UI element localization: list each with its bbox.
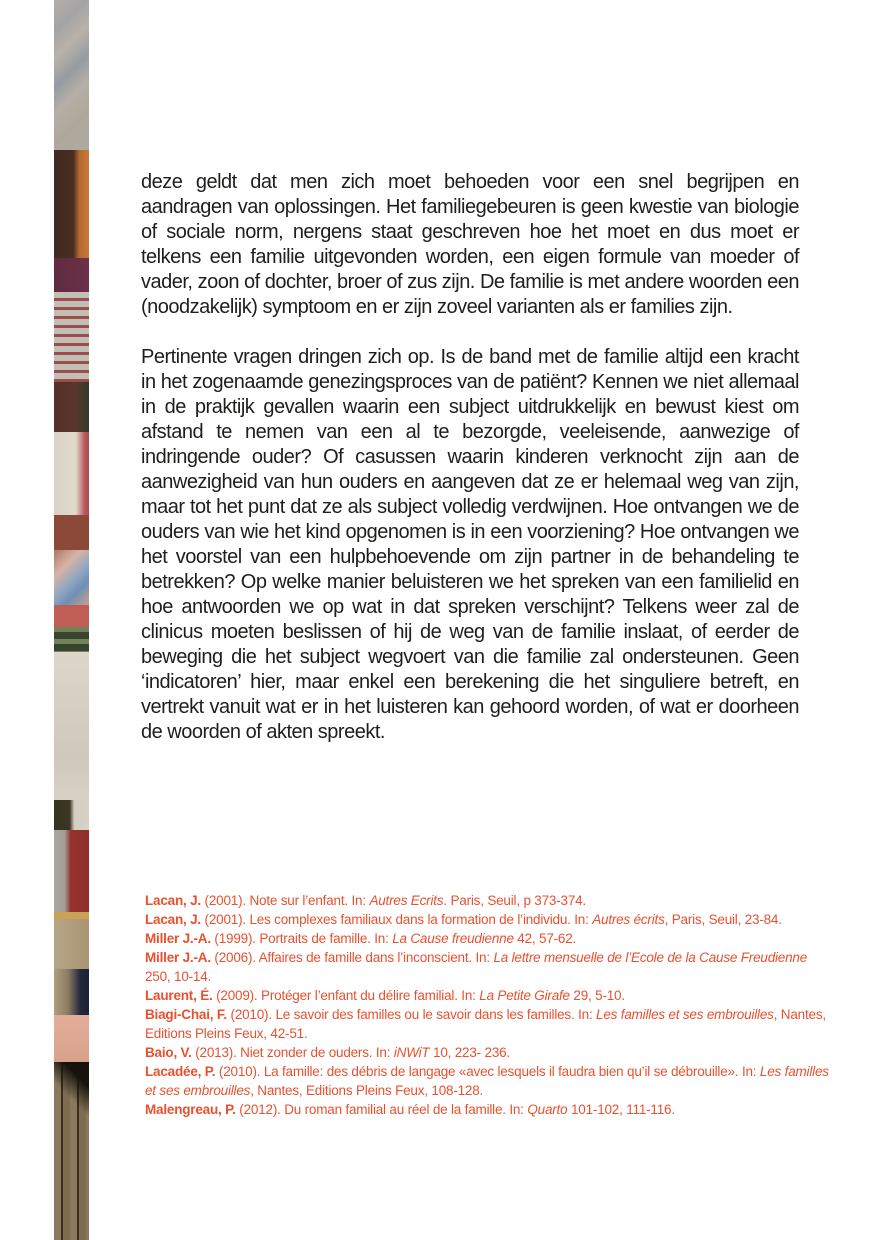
photo-strip-segment xyxy=(54,605,89,627)
photo-strip-segment xyxy=(54,830,89,912)
photo-strip-segment xyxy=(54,800,89,830)
photo-strip-segment xyxy=(54,292,89,382)
photo-strip-segment xyxy=(54,1062,89,1240)
photo-strip-segment xyxy=(54,652,89,800)
body-text xyxy=(141,170,799,745)
photo-strip-segment xyxy=(54,382,89,432)
photo-strip-segment xyxy=(54,1015,89,1062)
photo-strip-segment xyxy=(54,150,89,258)
reference-entry: Malengreau, P. (2012). Du roman familial au réel de la famille. In: Quarto 101-102, 111-116. xyxy=(145,1102,675,1117)
margin-photo-collage xyxy=(54,0,89,1240)
paragraph: Pertinente vragen dringen zich op. Is de band met de familie altijd een kracht in het zogenaamde genezingsproces van de patiënt? Kennen we niet allemaal in de praktijk gevallen waarin een subject uitdrukkelijk en bewust kiest om afstand te nemen van een al te bezorgde, veeleisende, aanwezige of indringende ouder? Of casussen waarin kinderen verknocht zijn aan de aanwezigheid van hun ouders en aangeven dat ze er helemaal weg van zijn, maar tot het punt dat ze als subject volledig verdwijnen. Hoe ontvangen we de ouders van wie het kind opgenomen is in een voorziening? Hoe ontvangen we het voorstel van een hulpbehoevende om zijn partner in de behandeling te betrekken? Op welke manier beluisteren we het spreken van een familielid en hoe antwoorden we op wat in dat spreken verschijnt? Telkens weer zal de clinicus moeten beslissen of hij de weg van de familie inslaat, of eerder de beweging die het subject wegvoert van die familie zal ondersteunen. Geen ‘indicatoren’ hier, maar enkel een berekening die het singuliere betreft, en vertrekt vanuit wat er in het luisteren kan gehoord worden, of wat er doorheen de woorden of akten spreekt. xyxy=(141,346,799,743)
reference-entry: Miller J.-A. (1999). Portraits de famille. In: La Cause freudienne 42, 57-62. xyxy=(145,931,577,946)
paragraph: deze geldt dat men zich moet behoeden voor een snel begrijpen en aandragen van oplossingen. Het familiegebeuren is geen kwestie van biologie of sociale norm, nergens staat geschreven hoe het moet en dus moet er telkens een familie uitgevonden worden, een eigen formule van moeder of vader, zoon of dochter, broer of zus zijn. De familie is met andere woorden een (noodzakelijk) symptoom en er zijn zoveel varianten als er families zijn. xyxy=(141,171,799,318)
reference-list xyxy=(145,891,830,1119)
photo-strip-segment xyxy=(54,919,89,969)
photo-strip-segment xyxy=(54,432,89,515)
reference-entry: Biagi-Chai, F. (2010). Le savoir des familles ou le savoir dans les familles. In: Les familles et ses embrouilles, Nantes, Editions Pleins Feux, 42-51. xyxy=(145,1007,826,1041)
photo-strip-segment xyxy=(54,258,89,292)
photo-strip-segment xyxy=(54,969,89,1015)
photo-strip-segment xyxy=(54,0,89,150)
photo-strip-segment xyxy=(54,550,89,605)
photo-strip-segment xyxy=(54,627,89,652)
photo-strip-segment xyxy=(54,912,89,919)
reference-entry: Lacan, J. (2001). Note sur l’enfant. In: Autres Ecrits. Paris, Seuil, p 373-374. xyxy=(145,893,586,908)
reference-entry: Lacadée, P. (2010). La famille: des débris de langage «avec lesquels il faudra bien qu’il se débrouille». In: Les familles et ses embrouilles, Nantes, Editions Pleins Feux, 108-128. xyxy=(145,1064,829,1098)
reference-entry: Miller J.-A. (2006). Affaires de famille dans l’inconscient. In: La lettre mensuelle de l’Ecole de la Cause Freudienne 250, 10-14. xyxy=(145,950,808,984)
reference-entry: Laurent, É. (2009). Protéger l’enfant du délire familial. In: La Petite Girafe 29, 5-10. xyxy=(145,988,625,1003)
reference-entry: Baio, V. (2013). Niet zonder de ouders. In: iNWiT 10, 223- 236. xyxy=(145,1045,510,1060)
photo-strip-segment xyxy=(54,515,89,550)
reference-entry: Lacan, J. (2001). Les complexes familiaux dans la formation de l’individu. In: Autres écrits, Paris, Seuil, 23-84. xyxy=(145,912,782,927)
